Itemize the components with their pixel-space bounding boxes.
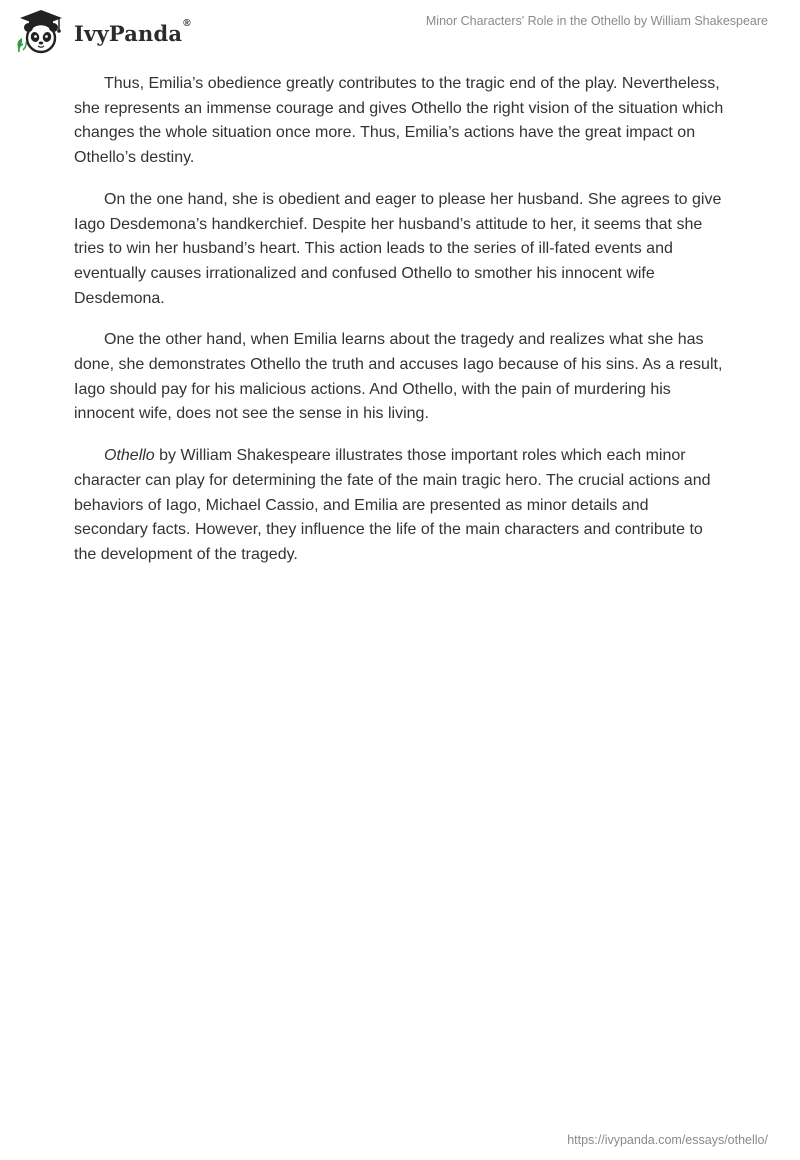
essay-body [74, 72, 724, 585]
page-header [0, 0, 800, 64]
brand-name: IvyPanda® [74, 17, 191, 46]
paragraph-4-italic-title: Othello [104, 447, 155, 465]
paragraph-3: One the other hand, when Emilia learns about the tragedy and realizes what she has done, she demonstrates Othello the truth and accuses Iago because of his sins. As a result, Iago should pay for his malicious actions. And Othello, with the pain of murdering his innocent wife, does not see the sense in his living. [74, 331, 723, 423]
ivypanda-logo[interactable] [14, 8, 191, 56]
paragraph-2: On the one hand, she is obedient and eager to please her husband. She agrees to give Iago Desdemona’s handkerchief. Despite her husband’s attitude to her, it seems that she tries to win her husband’s heart. This action leads to the series of ill-fated events and eventually causes irrationalized and confused Othello to smother his innocent wife Desdemona. [74, 190, 722, 307]
paragraph-4 [74, 444, 724, 568]
panda-graduate-icon [14, 8, 68, 56]
source-url[interactable]: https://ivypanda.com/essays/othello/ [567, 1133, 768, 1147]
document-title: Minor Characters' Role in the Othello by William Shakespeare [425, 14, 768, 28]
paragraph-1: Thus, Emilia’s obedience greatly contributes to the tragic end of the play. Nevertheless, she represents an immense courage and gives Othello the right vision of the situation which changes the whole situation once more. Thus, Emilia’s actions have the great impact on Othello’s destiny. [74, 75, 724, 167]
paragraph-4-text: by William Shakespeare illustrates those important roles which each minor character can play for determining the fate of the main tragic hero. The crucial actions and behaviors of Iago, Michael Cassio, and Emilia are presented as minor details and secondary facts. However, they influence the life of the main characters and contribute to the development of the tragedy. [74, 447, 711, 563]
registered-mark: ® [183, 17, 191, 29]
